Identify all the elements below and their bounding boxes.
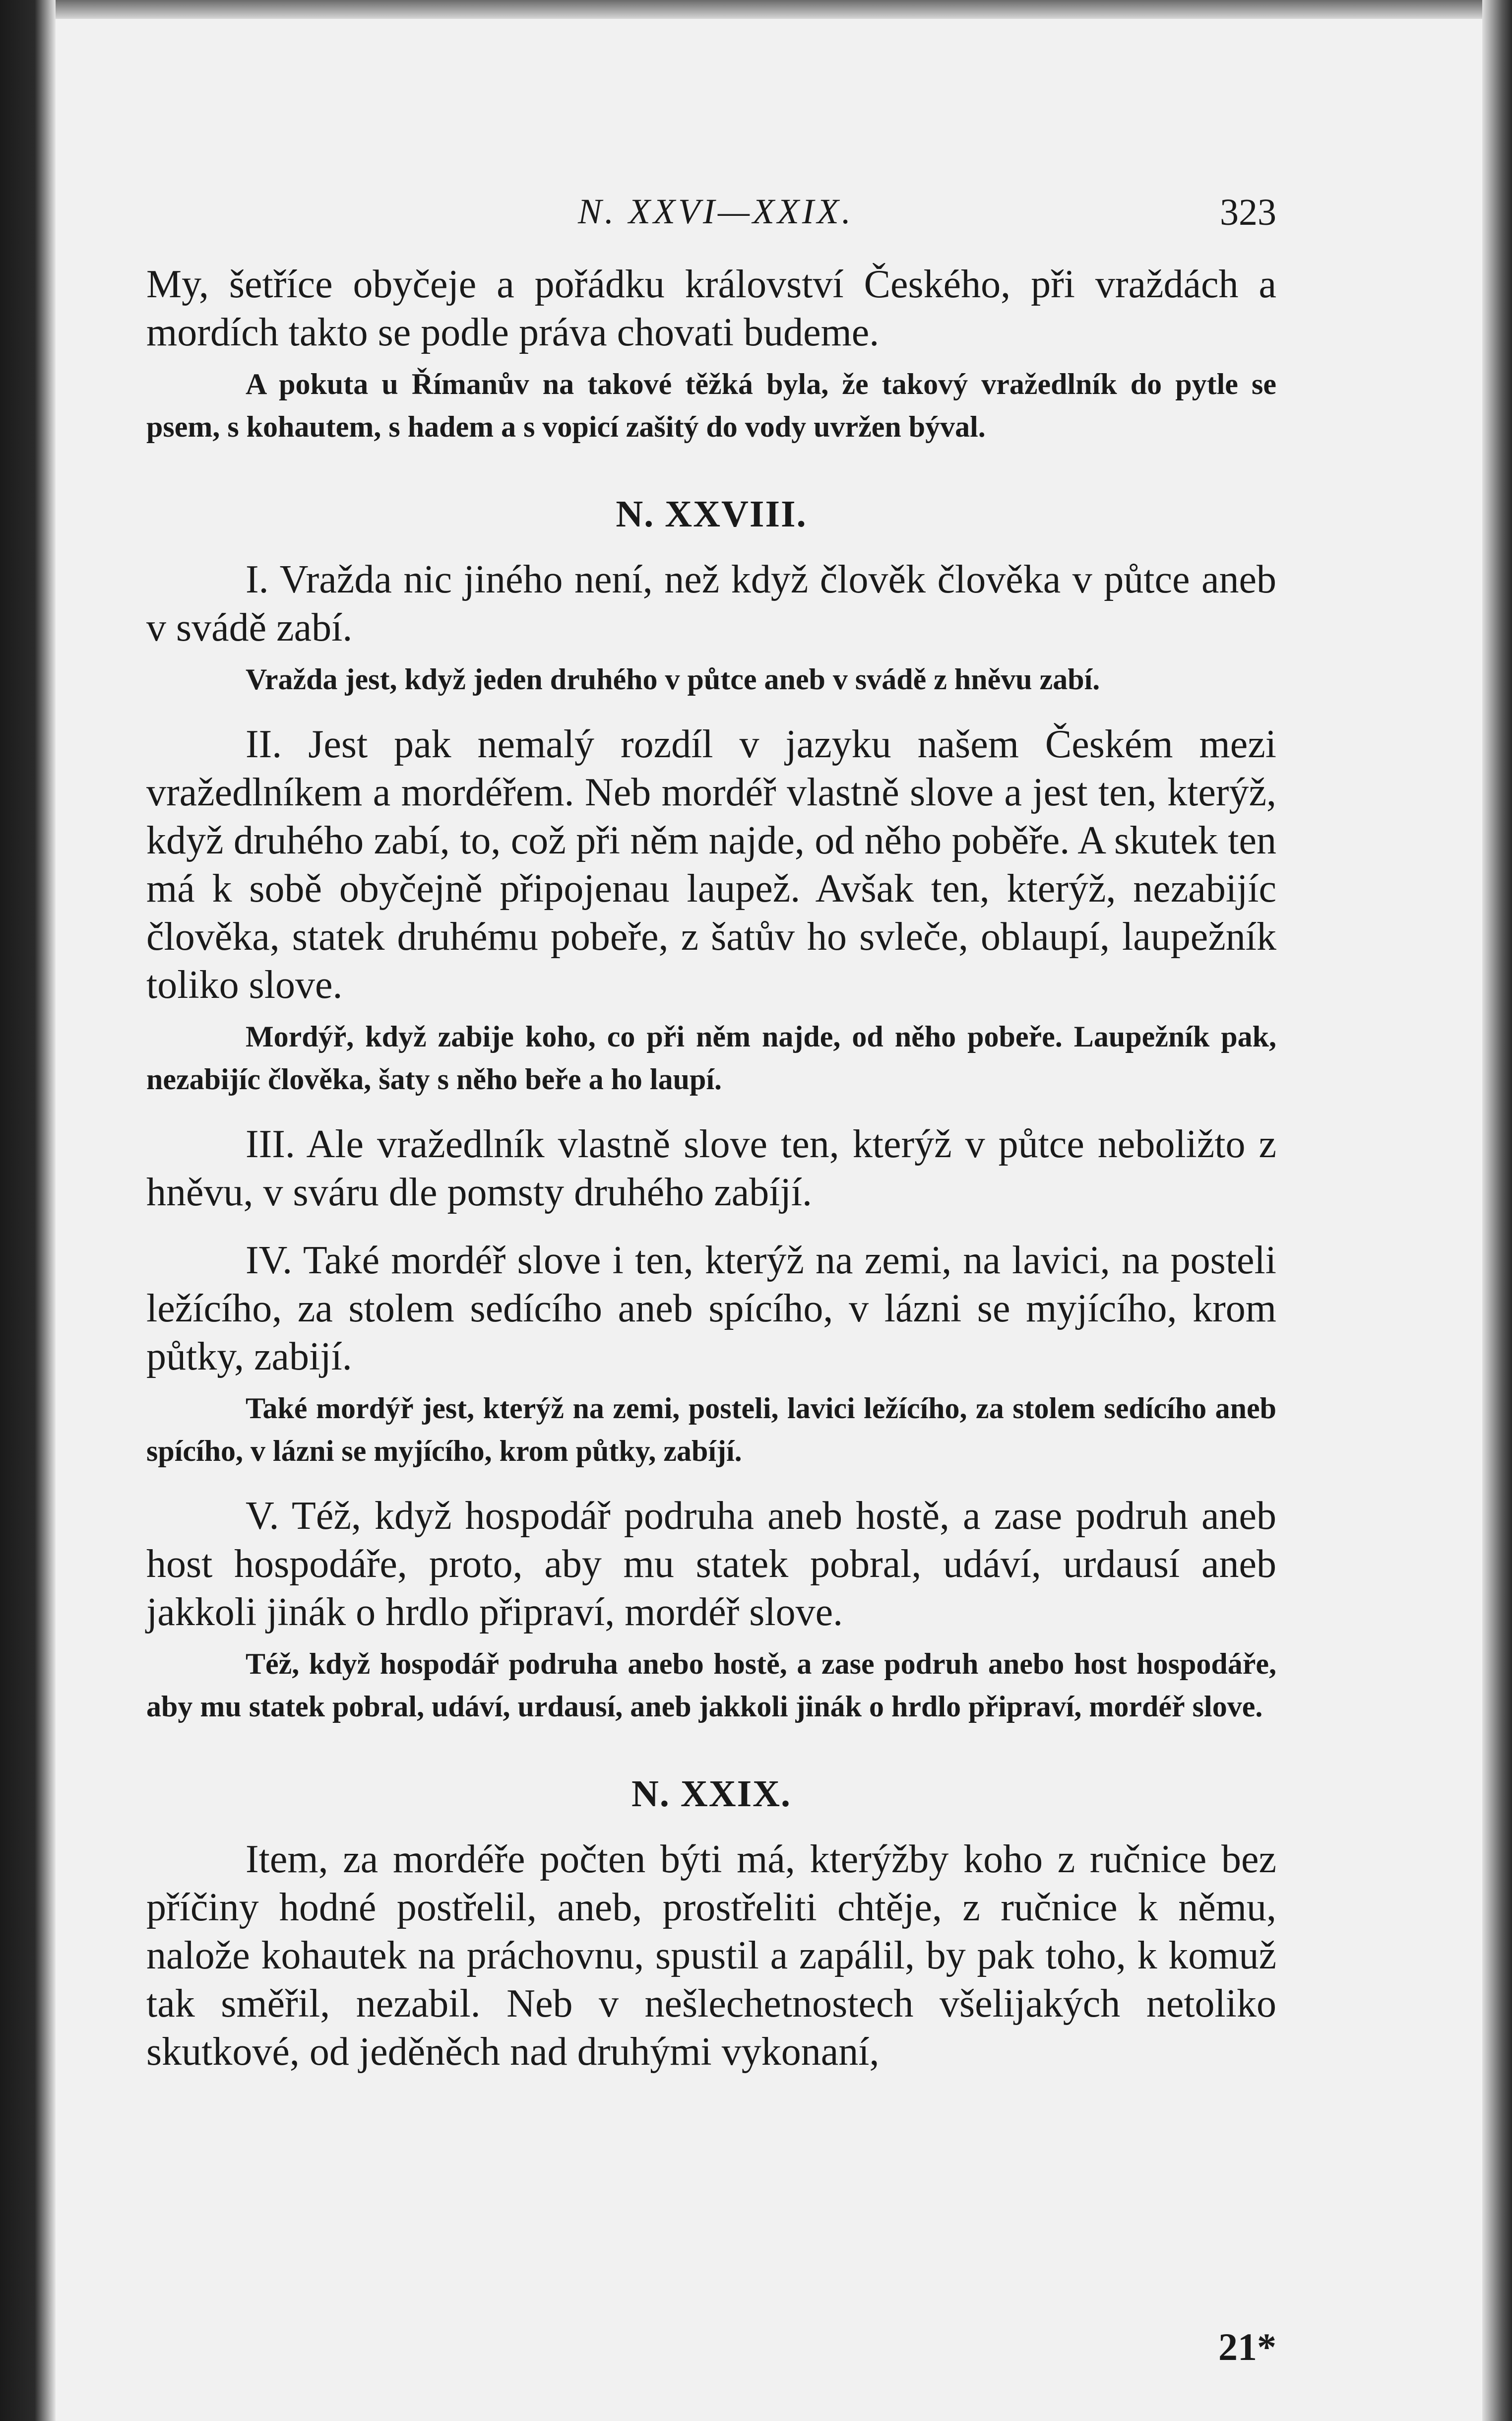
paragraph-main: III. Ale vražedlník vlastně slove ten, kterýž v půtce neboližto z hněvu, v sváru dle pomsty druhého zabíjí. (146, 1122, 1276, 1214)
paragraph-main: V. Též, když hospodář podruha aneb hostě, a zase podruh aneb host hospodáře, proto, aby mu statek pobral, udáví, urdausí aneb jakkoli jinák o hrdlo připraví, mordéř slove. (146, 1494, 1276, 1634)
page-number: 323 (1220, 192, 1276, 233)
paragraph-gloss: Vražda jest, když jeden druhého v půtce aneb v svádě z hněvu zabí. (246, 663, 1100, 696)
paragraph-main: IV. Také mordéř slove i ten, kterýž na zemi, na lavici, na posteli ležícího, za stolem sedícího aneb spícího, v lázni se myjícího, krom půtky, zabijí. (146, 1239, 1276, 1378)
paragraph-main: My, šetříce obyčeje a pořádku království Českého, při vraždách a mordích takto se podle práva chovati budeme. (146, 262, 1276, 354)
page-edge-shadow (1482, 0, 1512, 2421)
book-spine-shadow (0, 0, 56, 2421)
paragraph-main: Item, za mordéře počten býti má, kterýžby koho z ručnice bez příčiny hodné postřelil, aneb, prostřeliti chtěje, z ručnice k němu, nalože kohautek na práchovnu, spustil a zapálil, by pak toho, k komuž tak směřil, nezabil. Neb v nešlechetnostech všelijakých netoliko skutkové, od jeděněch nad druhými vykonaní, (146, 1837, 1276, 2074)
paragraph-main: I. Vražda nic jiného není, než když člověk člověka v půtce aneb v svádě zabí. (146, 558, 1276, 650)
text-column (146, 191, 1276, 2368)
section-heading: N. XXVIII. (616, 493, 807, 535)
paragraph-gloss: Též, když hospodář podruha anebo hostě, a zase podruh anebo host hospodáře, aby mu statek pobral, udáví, urdausí, aneb jakkoli jinák o hrdlo připraví, mordéř slove. (146, 1647, 1276, 1723)
running-head: N. XXVI—XXIX. (578, 192, 854, 231)
page-top-shadow (56, 0, 1482, 19)
signature-mark: 21* (1218, 2325, 1276, 2368)
paragraph-gloss: Mordýř, když zabije koho, co při něm najde, od něho pobeře. Laupežník pak, nezabijíc člověka, šaty s něho beře a ho laupí. (146, 1020, 1276, 1096)
section-heading: N. XXIX. (631, 1773, 792, 1815)
page-header (146, 191, 1276, 241)
paragraph-gloss: Také mordýř jest, kterýž na zemi, posteli, lavici ležícího, za stolem sedícího aneb spícího, v lázni se myjícího, krom půtky, zabíjí. (146, 1392, 1276, 1467)
paragraph-main: II. Jest pak nemalý rozdíl v jazyku našem Českém mezi vražedlníkem a mordéřem. Neb mordéř vlastně slove a jest ten, kterýž, když druhého zabí, to, což při něm najde, od něho poběře. A skutek ten má k sobě obyčejně připojenau laupež. Avšak ten, kterýž, nezabijíc člověka, statek druhému pobeře, z šatův ho svleče, oblaupí, laupežník toliko slove. (146, 722, 1276, 1007)
paragraph-gloss: A pokuta u Římanův na takové těžká byla, že takový vražedlník do pytle se psem, s kohautem, s hadem a s vopicí zašitý do vody uvržen býval. (146, 368, 1276, 443)
